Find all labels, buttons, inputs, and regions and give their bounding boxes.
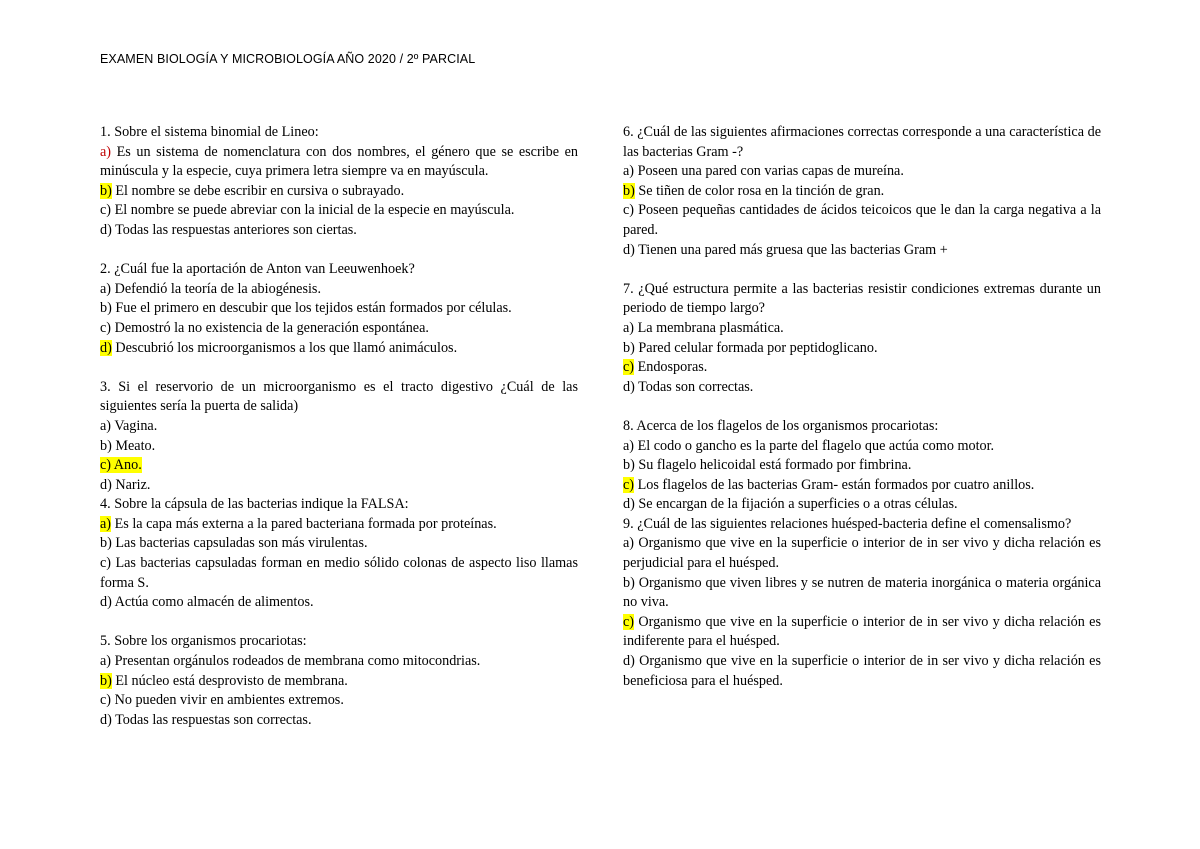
question-1 xyxy=(100,123,578,241)
option-letter: c) xyxy=(100,692,112,709)
option-text: Las bacterias capsuladas son más virulentas. xyxy=(111,535,368,552)
answer-option xyxy=(100,319,578,339)
answer-option xyxy=(623,182,1101,202)
option-text: Organismo que vive en la superficie o interior de in ser vivo y dicha relación es indiferente para el huésped. xyxy=(623,613,1101,650)
option-text: Descubrió los microorganismos a los que llamó animáculos. xyxy=(111,339,458,356)
option-letter: c) xyxy=(100,555,112,572)
answer-option xyxy=(623,534,1101,573)
option-text: Las bacterias capsuladas forman en medio sólido colonas de aspecto liso llamas forma S. xyxy=(100,555,578,591)
option-letter: b) xyxy=(623,182,635,199)
answer-option xyxy=(623,495,1101,515)
question-stem: 5. Sobre los organismos procariotas: xyxy=(100,633,307,650)
option-letter: a) xyxy=(623,535,635,552)
answer-option xyxy=(100,339,578,359)
option-letter: b) xyxy=(623,457,635,474)
answer-option xyxy=(100,437,578,457)
answer-option xyxy=(100,417,578,437)
question-3 xyxy=(100,378,578,496)
option-text: Poseen una pared con varias capas de mureína. xyxy=(634,163,904,180)
option-letter: b) xyxy=(100,300,112,317)
option-text: Se tiñen de color rosa en la tinción de gran. xyxy=(634,182,885,199)
option-text: Pared celular formada por peptidoglicano. xyxy=(634,339,878,356)
answer-option xyxy=(623,476,1101,496)
answer-option xyxy=(623,437,1101,457)
option-letter: d) xyxy=(100,594,112,611)
question-stem: 1. Sobre el sistema binomial de Lineo: xyxy=(100,124,319,140)
option-letter: d) xyxy=(623,496,635,513)
option-text: Todas son correctas. xyxy=(634,378,754,395)
option-text: Demostró la no existencia de la generación espontánea. xyxy=(111,319,429,336)
option-text: Es un sistema de nomenclatura con dos nombres, el género que se escribe en minúscula y la especie, cuya primera letra siempre va en mayúscula. xyxy=(100,143,578,180)
option-text: No pueden vivir en ambientes extremos. xyxy=(111,692,344,709)
answer-option xyxy=(100,299,578,319)
answer-option xyxy=(100,476,578,496)
option-letter: d) xyxy=(100,221,112,238)
option-text: Todas las respuestas anteriores son ciertas. xyxy=(111,221,357,238)
question-4 xyxy=(623,515,1101,691)
answer-option xyxy=(623,241,1101,261)
option-letter: c) xyxy=(623,476,635,493)
option-letter: b) xyxy=(100,672,112,689)
answer-option xyxy=(100,534,578,554)
question-3 xyxy=(623,417,1101,515)
option-text: Se encargan de la fijación a superficies o a otras células. xyxy=(634,496,958,513)
option-text: La membrana plasmática. xyxy=(634,319,784,336)
option-text: Actúa como almacén de alimentos. xyxy=(111,594,314,611)
answer-option xyxy=(623,652,1101,691)
option-letter: c) xyxy=(623,359,635,376)
option-text: Defendió la teoría de la abiogénesis. xyxy=(111,280,322,297)
option-letter: a) xyxy=(100,653,112,670)
option-letter: a) xyxy=(100,280,112,297)
answer-option xyxy=(623,162,1101,182)
question-stem: 7. ¿Qué estructura permite a las bacterias resistir condiciones extremas durante un periodo de tiempo largo? xyxy=(623,280,1101,317)
answer-option xyxy=(100,456,578,476)
option-text: El nombre se debe escribir en cursiva o subrayado. xyxy=(111,182,405,199)
answer-option xyxy=(100,515,578,535)
answer-option xyxy=(100,691,578,711)
option-letter: a) xyxy=(623,163,635,180)
option-letter: c) xyxy=(100,202,112,219)
option-text: Meato. xyxy=(111,437,156,454)
option-text: Nariz. xyxy=(111,476,151,493)
answer-option xyxy=(623,613,1101,652)
option-text: El codo o gancho es la parte del flagelo que actúa como motor. xyxy=(634,437,995,454)
option-letter: b) xyxy=(100,535,112,552)
question-2 xyxy=(623,280,1101,398)
option-letter: d) xyxy=(623,653,635,670)
question-stem: 8. Acerca de los flagelos de los organismos procariotas: xyxy=(623,417,939,434)
option-text: Endosporas. xyxy=(634,359,708,376)
option-letter: a) xyxy=(623,437,635,454)
answer-option xyxy=(100,201,578,221)
option-letter: b) xyxy=(100,182,112,199)
answer-option xyxy=(100,182,578,202)
question-5 xyxy=(100,632,578,730)
option-letter: c) xyxy=(100,319,112,336)
option-text: Tienen una pared más gruesa que las bacterias Gram + xyxy=(634,241,948,258)
option-letter: a) xyxy=(100,143,112,160)
answer-option xyxy=(100,554,578,593)
option-text: Organismo que viven libres y se nutren de materia inorgánica o materia orgánica no viva. xyxy=(623,574,1101,611)
option-text: Es la capa más externa a la pared bacteriana formada por proteínas. xyxy=(111,515,497,532)
question-stem: 6. ¿Cuál de las siguientes afirmaciones correctas corresponde a una característica de las bacterias Gram -? xyxy=(623,124,1101,160)
question-stem: 4. Sobre la cápsula de las bacterias indique la FALSA: xyxy=(100,496,409,513)
answer-option xyxy=(100,672,578,692)
option-text: Organismo que vive en la superficie o interior de in ser vivo y dicha relación es beneficiosa para el huésped. xyxy=(623,653,1101,689)
right-column xyxy=(623,123,1101,691)
option-letter: d) xyxy=(100,711,112,728)
option-letter: a) xyxy=(100,417,112,434)
answer-option xyxy=(623,339,1101,359)
question-stem: 2. ¿Cuál fue la aportación de Anton van Leeuwenhoek? xyxy=(100,261,415,278)
option-letter: c) xyxy=(100,457,112,474)
question-4 xyxy=(100,495,578,613)
answer-option xyxy=(100,652,578,672)
answer-option xyxy=(100,221,578,241)
option-letter: b) xyxy=(623,574,635,591)
option-text: Poseen pequeñas cantidades de ácidos teicoicos que le dan la carga negativa a la pared. xyxy=(623,202,1101,238)
option-text: El núcleo está desprovisto de membrana. xyxy=(111,672,348,689)
question-1 xyxy=(623,123,1101,260)
option-letter: a) xyxy=(100,515,112,532)
option-text: Vagina. xyxy=(111,417,158,434)
option-text: El nombre se puede abreviar con la inicial de la especie en mayúscula. xyxy=(111,202,515,219)
answer-option xyxy=(623,378,1101,398)
option-letter: b) xyxy=(623,339,635,356)
answer-option xyxy=(623,358,1101,378)
option-letter: d) xyxy=(100,339,112,356)
option-text: Organismo que vive en la superficie o interior de in ser vivo y dicha relación es perjudicial para el huésped. xyxy=(623,535,1101,572)
option-text: Su flagelo helicoidal está formado por fimbrina. xyxy=(634,457,912,474)
answer-option xyxy=(623,201,1101,240)
option-letter: d) xyxy=(623,378,635,395)
option-letter: c) xyxy=(623,202,635,219)
question-stem: 9. ¿Cuál de las siguientes relaciones huésped-bacteria define el comensalismo? xyxy=(623,515,1072,532)
option-letter: d) xyxy=(623,241,635,258)
option-text: Ano. xyxy=(111,457,142,474)
answer-option xyxy=(623,574,1101,613)
answer-option xyxy=(100,143,578,182)
question-stem: 3. Si el reservorio de un microorganismo es el tracto digestivo ¿Cuál de las siguientes sería la puerta de salida) xyxy=(100,378,578,415)
option-text: Todas las respuestas son correctas. xyxy=(111,711,312,728)
option-text: Los flagelos de las bacterias Gram- están formados por cuatro anillos. xyxy=(634,476,1035,493)
question-2 xyxy=(100,260,578,358)
answer-option xyxy=(100,280,578,300)
left-column xyxy=(100,123,578,730)
option-letter: b) xyxy=(100,437,112,454)
answer-option xyxy=(623,319,1101,339)
option-letter: d) xyxy=(100,476,112,493)
option-letter: a) xyxy=(623,319,635,336)
answer-option xyxy=(100,711,578,731)
option-letter: c) xyxy=(623,613,635,630)
option-text: Fue el primero en descubir que los tejidos están formados por células. xyxy=(111,300,512,317)
exam-header: EXAMEN BIOLOGÍA Y MICROBIOLOGÍA AÑO 2020 / 2º PARCIAL xyxy=(100,52,476,66)
answer-option xyxy=(623,456,1101,476)
option-text: Presentan orgánulos rodeados de membrana como mitocondrias. xyxy=(111,653,481,670)
answer-option xyxy=(100,593,578,613)
